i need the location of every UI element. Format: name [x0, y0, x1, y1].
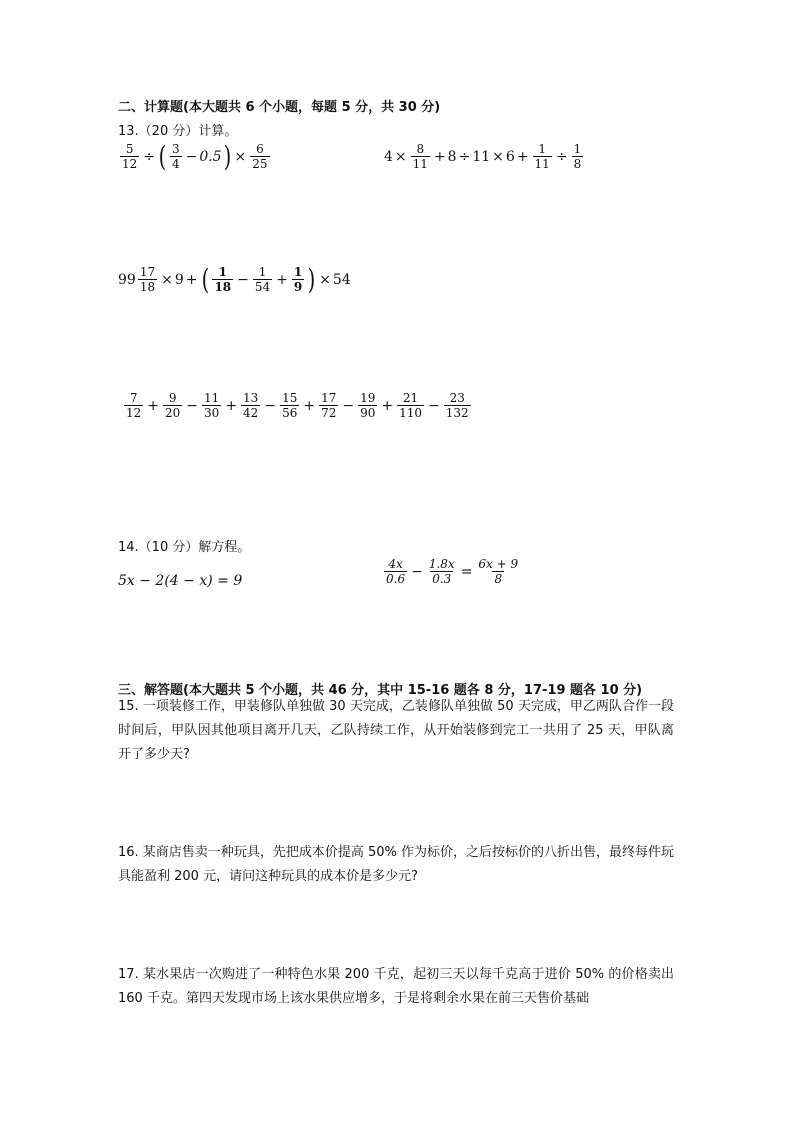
fraction: $\frac{3}{4}$: [171, 142, 180, 171]
fraction: $\frac{1}{54}$: [254, 265, 271, 294]
fraction: $\frac{8}{11}$: [412, 142, 428, 171]
question-15-text: 15. 一项装修工作，甲装修队单独做 30 天完成，乙装修队单独做 50 天完成，甲乙两队合作一段时间后，甲队因其他项目离开几天，乙队持续工作，从开始装修到完工一共用了 25 天，甲队离开了多少天?: [118, 699, 674, 762]
section-2-heading: 二、计算题(本大题共 6 个小题，每题 5 分，共 30 分): [118, 100, 441, 115]
fraction: $\frac{21}{110}$: [399, 391, 423, 420]
section-3-heading: 三、解答题(本大题共 5 个小题，共 46 分，其中 15-16 题各 8 分，17-19 题各 10 分): [118, 683, 643, 698]
q13-expression-1: $\frac{5}{12}$ ÷ ( $\frac{3}{4}$ − 0.5 ) × $\frac{6}{25}$: [122, 139, 268, 173]
fraction: $\frac{23}{132}$: [445, 391, 469, 420]
fraction: $\frac{17}{18}$: [139, 265, 156, 294]
fraction: $\frac{1.8x}{0.3}$: [428, 557, 455, 586]
q14-equation-1: 5x − 2(4 − x) = 9: [118, 573, 243, 589]
fraction: $\frac{17}{72}$: [321, 391, 337, 420]
q14-equation-2: $\frac{4x}{0.6}$ − $\frac{1.8x}{0.3}$ = $\frac{6x + 9}{8}$: [386, 557, 519, 586]
fraction: $\frac{11}{30}$: [204, 391, 220, 420]
q13-expression-2: 4 × $\frac{8}{11}$ + 8 ÷ 11 × 6 + $\frac{1}{11}$ ÷ $\frac{1}{8}$: [384, 142, 582, 171]
fraction: $\frac{9}{20}$: [165, 391, 181, 420]
fraction: $\frac{1}{9}$: [293, 265, 303, 294]
fraction: $\frac{1}{18}$: [214, 265, 232, 294]
fraction: $\frac{6x + 9}{8}$: [478, 557, 519, 586]
q13-expression-4: $\frac{7}{12}$ + $\frac{9}{20}$ − $\frac{11}{30}$ + $\frac{13}{42}$ − $\frac{15}{56}$ + $\frac{17}{72}$ − $\frac{19}{90}$ + $\frac{21}{110}$ − $\frac{23}{132}$: [126, 391, 469, 420]
fraction: $\frac{19}{90}$: [360, 391, 376, 420]
q13-expression-3: 99 $\frac{17}{18}$ × 9 + ( $\frac{1}{18}$ − $\frac{1}{54}$ + $\frac{1}{9}$ ) × 54: [118, 262, 351, 296]
fraction: $\frac{1}{11}$: [534, 142, 550, 171]
question-16-text: 16. 某商店售卖一种玩具，先把成本价提高 50% 作为标价，之后按标价的八折出售，最终每件玩具能盈利 200 元，请问这种玩具的成本价是多少元?: [118, 845, 674, 884]
question-17-text: 17. 某水果店一次购进了一种特色水果 200 千克，起初三天以每千克高于进价 50% 的价格卖出 160 千克。第四天发现市场上该水果供应增多，于是将剩余水果在前三天售价基础: [118, 967, 674, 1006]
fraction: $\frac{6}{25}$: [252, 142, 268, 171]
fraction: $\frac{15}{56}$: [282, 391, 298, 420]
question-14-label: 14.（10 分）解方程。: [118, 540, 251, 555]
fraction: $\frac{5}{12}$: [122, 142, 138, 171]
fraction: $\frac{1}{8}$: [573, 142, 582, 171]
question-13-label: 13.（20 分）计算。: [118, 124, 238, 139]
fraction: $\frac{4x}{0.6}$: [386, 557, 406, 586]
fraction: $\frac{7}{12}$: [126, 391, 142, 420]
fraction: $\frac{13}{42}$: [243, 391, 259, 420]
